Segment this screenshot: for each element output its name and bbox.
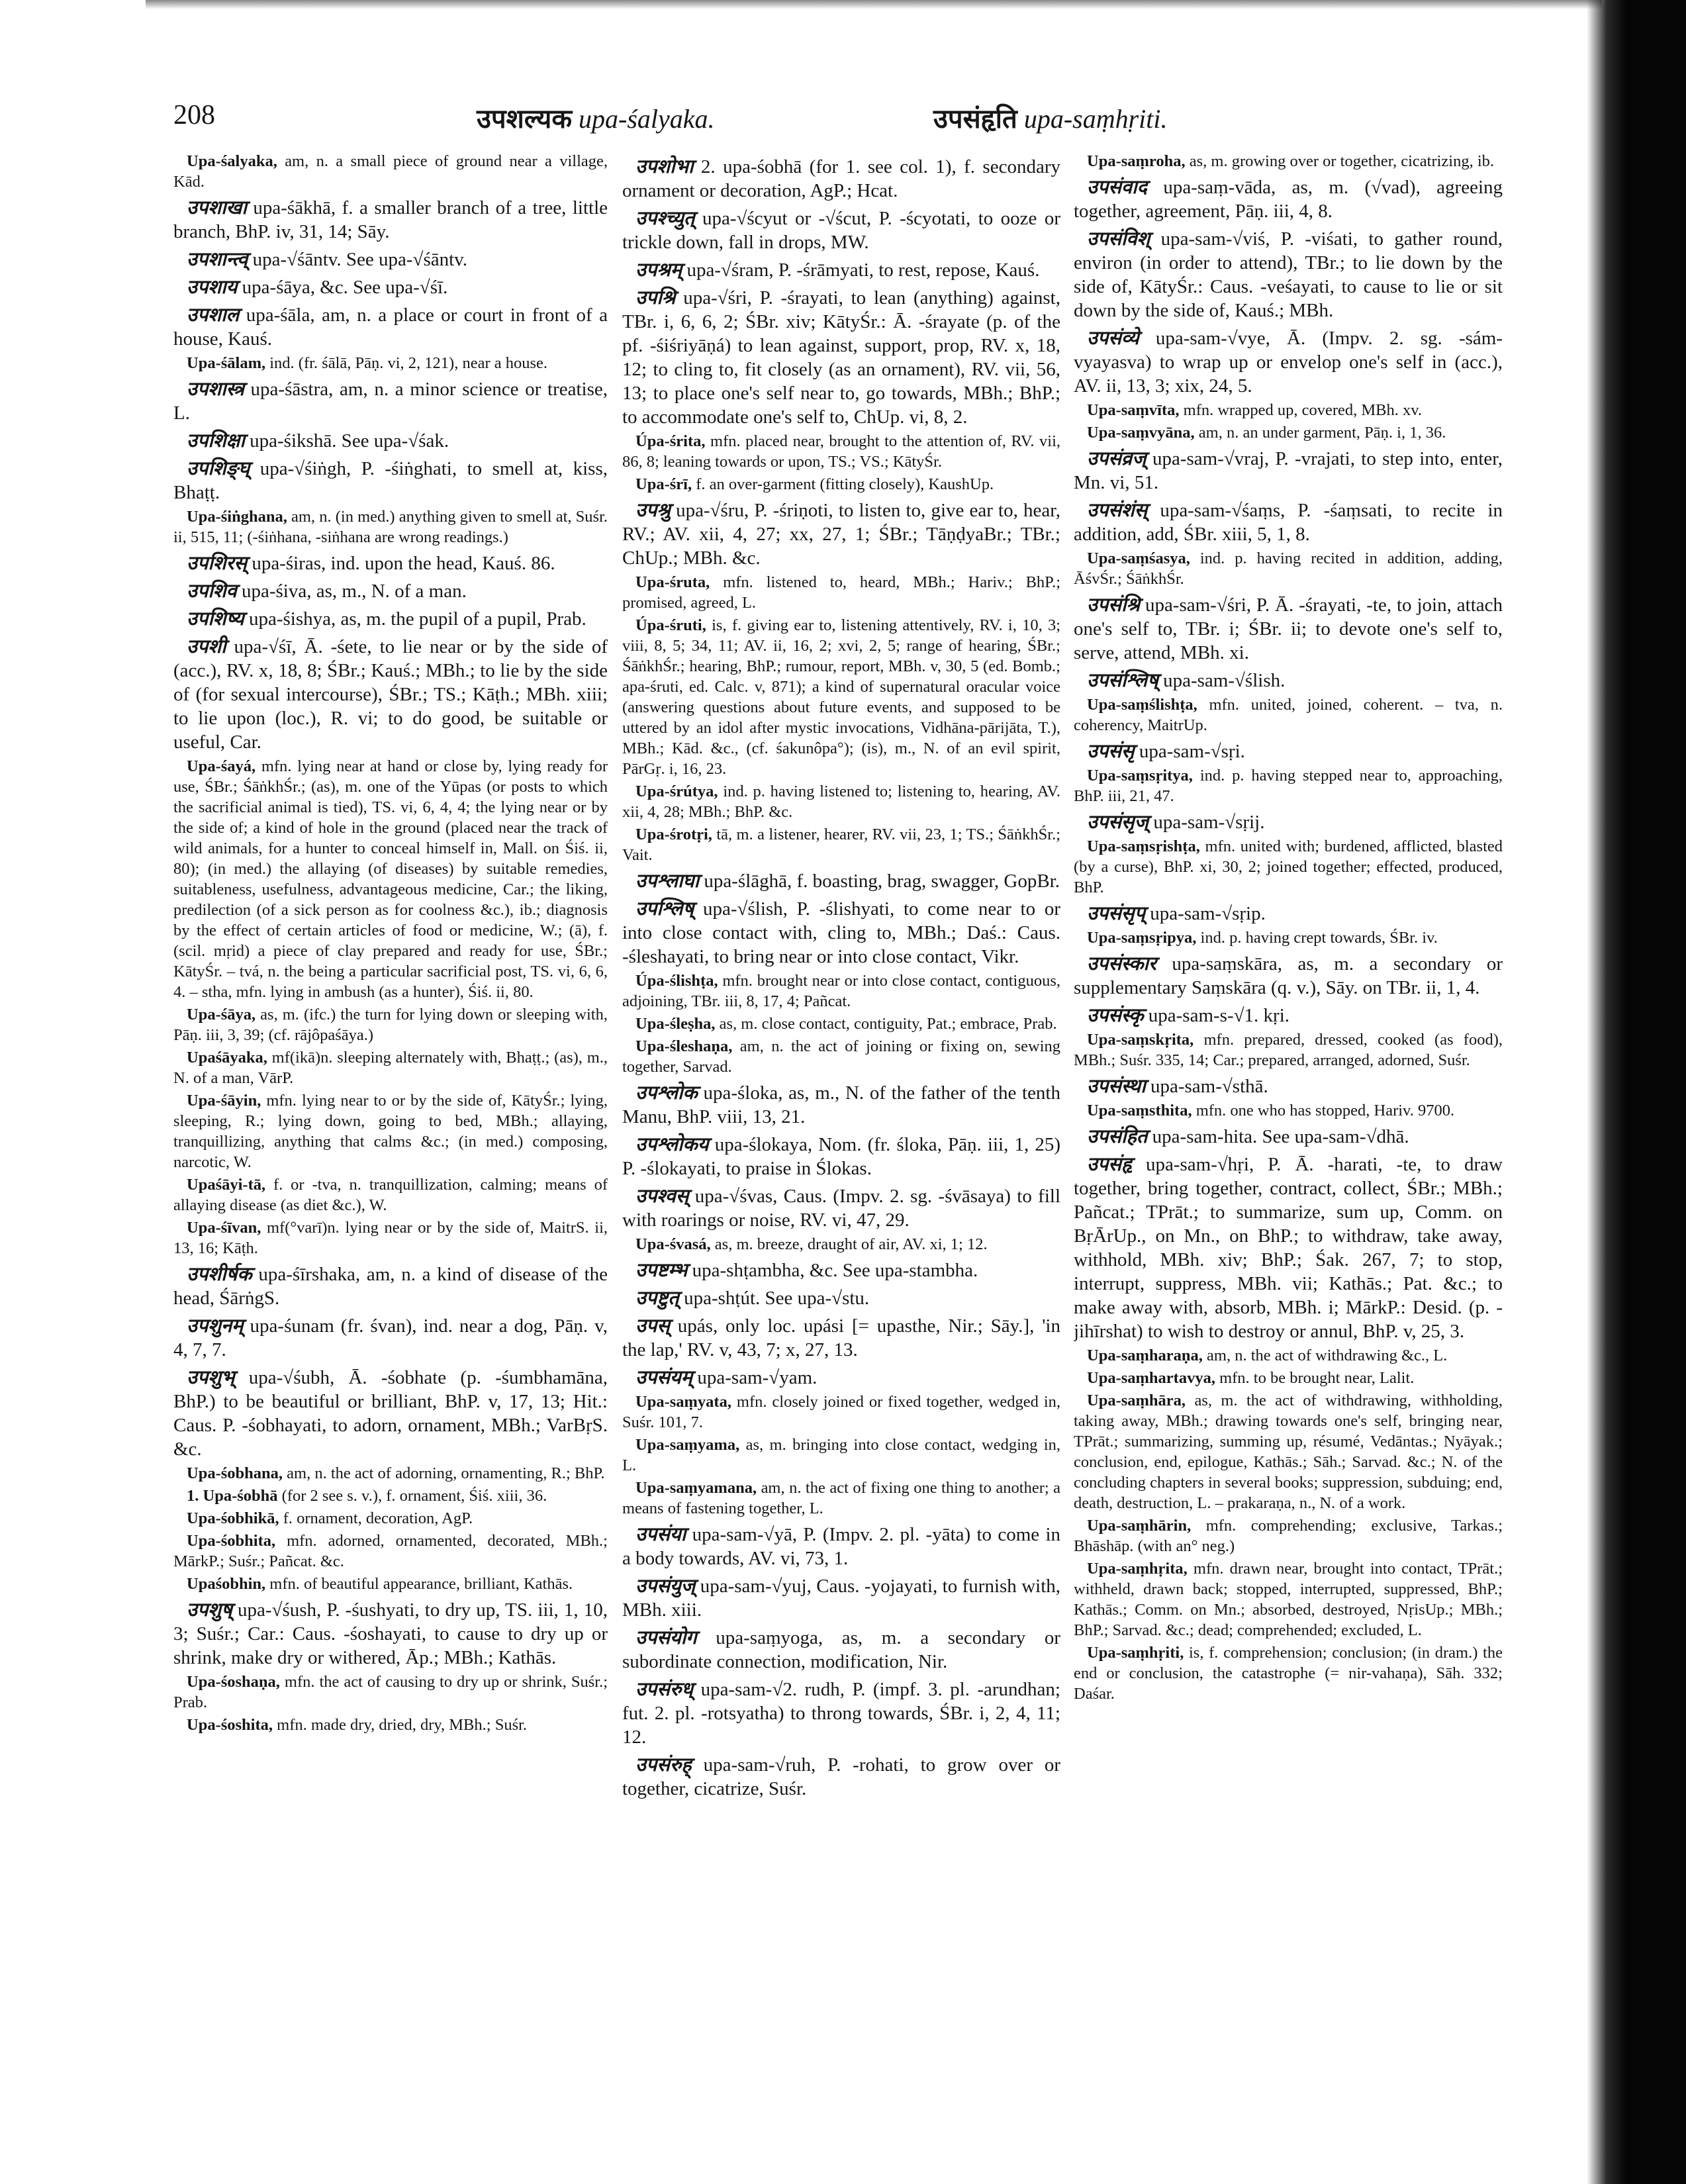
dictionary-entry bbox=[622, 1478, 1060, 1519]
dictionary-entry bbox=[173, 457, 608, 504]
entry-definition: upa-sam-s-√1. kṛi. bbox=[1148, 1005, 1290, 1026]
entry-headword: Upa-śobhita, bbox=[187, 1532, 276, 1550]
entry-definition: mfn. the act of causing to dry up or shrink, Suśr.; Prab. bbox=[173, 1673, 608, 1711]
entry-definition: ind. p. having crept towards, ŚBr. iv. bbox=[1200, 929, 1438, 947]
entry-headword: उपश्लोक bbox=[635, 1082, 698, 1104]
entry-headword: उपशाय bbox=[187, 277, 238, 298]
entry-headword: उपशीर्षक bbox=[187, 1264, 252, 1285]
dictionary-entry bbox=[1074, 739, 1503, 763]
entry-headword: Upaśobhin, bbox=[187, 1575, 266, 1593]
dictionary-entry bbox=[1074, 422, 1503, 443]
dictionary-entry bbox=[622, 1036, 1060, 1077]
dictionary-entry bbox=[173, 1314, 608, 1362]
dictionary-entry bbox=[173, 1217, 608, 1258]
dictionary-entry bbox=[622, 286, 1060, 429]
entry-headword: उपशान्त्व् bbox=[187, 249, 248, 270]
entry-definition: mfn. prepared, dressed, cooked (as food), MBh.; Suśr. 335, 14; Car.; prepared, arranged, adorned, Suśr. bbox=[1074, 1031, 1503, 1069]
entry-headword: उपशिष्य bbox=[187, 608, 244, 630]
entry-definition: upa-sam-√2. rudh, P. (impf. 3. pl. -arundhan; fut. 2. pl. -rotsyatha) to throng towards, ŚBr. i, 2, 4, 11; 12. bbox=[622, 1679, 1060, 1748]
entry-definition: upa-sam-√yuj, Caus. -yojayati, to furnish with, MBh. xiii. bbox=[622, 1576, 1060, 1621]
dictionary-column-3 bbox=[1074, 151, 1503, 2130]
entry-definition: 2. upa-śobhā (for 1. see col. 1), f. secondary ornament or decoration, AgP.; Hcat. bbox=[622, 156, 1060, 201]
entry-definition: mfn. made dry, dried, dry, MBh.; Suśr. bbox=[277, 1716, 528, 1734]
dictionary-entry bbox=[1074, 1558, 1503, 1640]
entry-definition: mfn. united with; burdened, afflicted, blasted (by a curse), BhP. xi, 30, 2; joined together; effected, produced, BhP. bbox=[1074, 837, 1503, 896]
entry-headword: Upa-saṃyamana, bbox=[635, 1479, 757, 1497]
running-head-right-roman: upa-saṃhṛiti. bbox=[1023, 104, 1168, 134]
entry-definition: upa-saṃyoga, as, m. a secondary or subordinate connection, modification, Nir. bbox=[622, 1627, 1060, 1672]
entry-definition: upa-śikshā. See upa-√śak. bbox=[250, 430, 449, 451]
dictionary-entry bbox=[622, 1258, 1060, 1282]
dictionary-entry bbox=[173, 196, 608, 244]
dictionary-entry bbox=[1074, 227, 1503, 322]
entry-headword: उपसंरुह् bbox=[635, 1754, 692, 1776]
dictionary-entry bbox=[1074, 326, 1503, 398]
dictionary-entry bbox=[622, 1081, 1060, 1129]
entry-headword: उपशुभ् bbox=[187, 1367, 235, 1388]
entry-headword: Upa-saṃsṛitya, bbox=[1087, 767, 1193, 784]
entry-headword: उपष्टुत् bbox=[635, 1288, 679, 1309]
entry-headword: उपसंरुध् bbox=[635, 1679, 694, 1700]
entry-definition: upa-śāya, &c. See upa-√śī. bbox=[242, 277, 448, 298]
entry-definition: upa-śiras, ind. upon the head, Kauś. 86. bbox=[252, 553, 555, 574]
dictionary-entry bbox=[173, 1672, 608, 1713]
dictionary-entry bbox=[173, 551, 608, 575]
entry-headword: उपशाखा bbox=[187, 197, 247, 218]
entry-definition: mfn. placed near, brought to the attention of, RV. vii, 86, 8; leaning towards or upon, TS.; VS.; KātyŚr. bbox=[622, 432, 1060, 471]
dictionary-entry bbox=[622, 1435, 1060, 1476]
dictionary-entry bbox=[622, 824, 1060, 865]
dictionary-entry bbox=[1074, 175, 1503, 223]
entry-headword: Upa-śleṣha, bbox=[635, 1015, 716, 1033]
dictionary-entry bbox=[173, 1262, 608, 1310]
entry-headword: उपस् bbox=[635, 1315, 670, 1337]
entry-headword: Upa-śīvan, bbox=[187, 1219, 261, 1237]
entry-headword: Upa-saṃśasya, bbox=[1087, 549, 1190, 567]
dictionary-entry bbox=[622, 1753, 1060, 1801]
dictionary-entry bbox=[622, 1014, 1060, 1034]
entry-definition: upa-śāstra, am, n. a minor science or treatise, L. bbox=[173, 379, 608, 424]
entry-headword: उपसंवाद bbox=[1087, 177, 1148, 198]
entry-definition: mfn. one who has stopped, Hariv. 9700. bbox=[1195, 1102, 1455, 1119]
entry-headword: उपसंहित bbox=[1087, 1126, 1148, 1147]
entry-headword: उपष्टम्भ bbox=[635, 1260, 688, 1281]
entry-definition: upa-shṭút. See upa-√stu. bbox=[684, 1288, 870, 1309]
entry-headword: उपशुनम् bbox=[187, 1315, 244, 1337]
entry-definition: upa-shṭambha, &c. See upa-stambha. bbox=[692, 1260, 978, 1281]
dictionary-entry bbox=[1074, 400, 1503, 420]
dictionary-entry bbox=[1074, 765, 1503, 806]
dictionary-entry bbox=[173, 579, 608, 603]
running-head-right-devanagari: उपसंहृति bbox=[933, 104, 1017, 134]
entry-definition: upa-saṃskāra, as, m. a secondary or supplementary Saṃskāra (q. v.), Sāy. on TBr. ii, 1, 4. bbox=[1074, 953, 1503, 998]
dictionary-entry bbox=[173, 429, 608, 453]
entry-headword: उपशिरस् bbox=[187, 553, 248, 574]
entry-definition: as, m. the act of withdrawing, withholding, taking away, MBh.; drawing towards one's self, bringing near, TPrāt.; summarizing, summing up, résumé, Vedāntas.; Nyāyak.; conclusion, end, epilogue, Kathās.; Sāh.; Sarvad. &c.; N. of the concluding chapters in several books; suppression, subduing; end, death, destruction, L. – prakaraṇa, n., N. of a work. bbox=[1074, 1392, 1503, 1512]
dictionary-entry bbox=[622, 615, 1060, 779]
dictionary-entry bbox=[173, 248, 608, 271]
entry-headword: उपश्च्युत् bbox=[635, 208, 695, 229]
entry-headword: उपशोभा bbox=[635, 156, 694, 177]
dictionary-entry bbox=[1074, 548, 1503, 589]
entry-definition: upa-sam-√śri, P. Ā. -śrayati, -te, to join, attach one's self to, TBr. i; ŚBr. ii; to devote one's self to, serve, attend, MBh. xi. bbox=[1074, 594, 1503, 663]
dictionary-entry bbox=[622, 781, 1060, 822]
dictionary-entry bbox=[173, 1574, 608, 1594]
dictionary-entry bbox=[1074, 694, 1503, 736]
entry-headword: Upa-saṃślishṭa, bbox=[1087, 696, 1197, 714]
entry-headword: Upa-saṃhṛita, bbox=[1087, 1560, 1188, 1578]
dictionary-entry bbox=[1074, 810, 1503, 834]
dictionary-entry bbox=[1074, 1004, 1503, 1027]
entry-headword: उपसंयम् bbox=[635, 1367, 693, 1388]
page-header bbox=[0, 93, 1589, 146]
dictionary-entry bbox=[1074, 1125, 1503, 1149]
dictionary-entry bbox=[1074, 499, 1503, 546]
entry-definition: upa-sam-hita. See upa-sam-√dhā. bbox=[1152, 1126, 1409, 1147]
dictionary-entry bbox=[1074, 593, 1503, 665]
dictionary-entry bbox=[173, 303, 608, 351]
entry-definition: mfn. united, joined, coherent. – tva, n. coherency, MaitrUp. bbox=[1074, 696, 1503, 734]
entry-definition: upa-śākhā, f. a smaller branch of a tree, little branch, BhP. iv, 31, 14; Sāy. bbox=[173, 197, 608, 242]
entry-headword: Upa-saṃyama, bbox=[635, 1436, 740, 1454]
dictionary-entry bbox=[1074, 927, 1503, 948]
entry-headword: Upaśāyaka, bbox=[187, 1049, 267, 1067]
entry-headword: उपसंसृ bbox=[1087, 741, 1135, 762]
entry-headword: उपसंविश् bbox=[1087, 228, 1150, 250]
entry-headword: Upa-śoshaṇa, bbox=[187, 1673, 280, 1691]
dictionary-entry bbox=[173, 635, 608, 754]
entry-headword: उपसंया bbox=[635, 1524, 686, 1545]
entry-definition: mfn. to be brought near, Lalit. bbox=[1219, 1369, 1415, 1387]
entry-definition: mfn. adorned, ornamented, decorated, MBh.; MārkP.; Suśr.; Pañcat. &c. bbox=[173, 1532, 608, 1570]
entry-headword: उपसंसृप् bbox=[1087, 903, 1146, 924]
entry-headword: Upa-saṃvīta, bbox=[1087, 401, 1180, 419]
entry-definition: am, n. the act of fixing one thing to another; a means of fastening together, L. bbox=[622, 1479, 1060, 1517]
entry-headword: Upa-śrútya, bbox=[635, 783, 718, 800]
dictionary-entry bbox=[173, 1090, 608, 1172]
entry-headword: उपशास्त्र bbox=[187, 379, 244, 400]
entry-definition: ind. p. having stepped near to, approaching, BhP. iii, 21, 47. bbox=[1074, 767, 1503, 805]
entry-headword: Upa-saṃroha, bbox=[1087, 152, 1186, 170]
entry-definition: upa-śāla, am, n. a place or court in front of a house, Kauś. bbox=[173, 305, 608, 350]
dictionary-column-2 bbox=[622, 151, 1060, 2130]
entry-headword: Upa-saṃhartavya, bbox=[1087, 1369, 1215, 1387]
entry-headword: उपश्लोकय bbox=[635, 1134, 709, 1155]
dictionary-entry bbox=[173, 607, 608, 631]
entry-definition: mfn. of beautiful appearance, brilliant, Kathās. bbox=[269, 1575, 573, 1593]
entry-definition: upa-sam-√sṛij. bbox=[1153, 812, 1265, 833]
entry-headword: Upa-saṃsṛishṭa, bbox=[1087, 837, 1200, 855]
entry-headword: Upa-saṃharaṇa, bbox=[1087, 1347, 1203, 1364]
entry-headword: उपश्रु bbox=[635, 500, 671, 521]
entry-definition: tā, m. a listener, hearer, RV. vii, 23, 1; TS.; ŚāṅkhŚr.; Vait. bbox=[622, 826, 1060, 864]
entry-definition: upa-śunam (fr. śvan), ind. near a dog, Pāṇ. v, 4, 7, 7. bbox=[173, 1315, 608, 1360]
entry-definition: upa-√śī, Ā. -śete, to lie near or by the side of (acc.), RV. x, 18, 8; ŚBr.; Kauś.; MBh.; to lie by the side of (for sexual intercourse), ŚBr.; TS.; Kāṭh.; MBh. xiii; to lie upon (loc.), R. vi; to do good, be suitable or useful, Car. bbox=[173, 636, 608, 753]
entry-headword: Upa-śalyaka, bbox=[187, 152, 277, 170]
dictionary-entry bbox=[622, 869, 1060, 893]
entry-headword: Upa-śāya, bbox=[187, 1006, 256, 1023]
dictionary-entry bbox=[622, 1392, 1060, 1433]
entry-definition: am, n. the act of withdrawing &c., L. bbox=[1207, 1347, 1448, 1364]
entry-definition: am, n. (in med.) anything given to smell at, Suśr. ii, 515, 11; (-śiṅhana, -siṅhana are wrong readings.) bbox=[173, 508, 608, 546]
entry-headword: उपशिव bbox=[187, 581, 237, 602]
entry-definition: as, m. close contact, contiguity, Pat.; embrace, Prab. bbox=[719, 1015, 1057, 1033]
entry-definition: upa-sam-√vraj, P. -vrajati, to step into, enter, Mn. vi, 51. bbox=[1074, 448, 1503, 493]
entry-headword: Upa-saṃsthita, bbox=[1087, 1102, 1192, 1119]
entry-headword: Upa-saṃskṛita, bbox=[1087, 1031, 1194, 1049]
entry-definition: am, n. the act of joining or fixing on, sewing together, Sarvad. bbox=[622, 1037, 1060, 1076]
dictionary-entry bbox=[1074, 1368, 1503, 1388]
entry-definition: mfn. closely joined or fixed together, wedged in, Suśr. 101, 7. bbox=[622, 1393, 1060, 1431]
entry-headword: Upa-saṃhṛiti, bbox=[1087, 1644, 1184, 1662]
dictionary-entry bbox=[173, 1715, 608, 1735]
entry-headword: उपसंहृ bbox=[1087, 1154, 1132, 1175]
entry-headword: Upa-saṃhāra, bbox=[1087, 1392, 1186, 1409]
entry-headword: Upa-śleshaṇa, bbox=[635, 1037, 733, 1055]
entry-definition: upa-sam-√vye, Ā. (Impv. 2. sg. -sám-vyayasva) to wrap up or envelop one's self in (acc.), AV. ii, 13, 3; xix, 24, 5. bbox=[1074, 328, 1503, 397]
entry-definition: upás, only loc. upási [= upasthe, Nir.; Sāy.], 'in the lap,' RV. v, 43, 7; x, 27, 13. bbox=[622, 1315, 1060, 1360]
dictionary-entry bbox=[173, 1531, 608, 1572]
entry-headword: उपसंव्रज् bbox=[1087, 448, 1147, 469]
entry-headword: Upa-śruta, bbox=[635, 573, 710, 591]
entry-definition: upa-sam-√yā, P. (Impv. 2. pl. -yāta) to come in a body towards, AV. vi, 73, 1. bbox=[622, 1524, 1060, 1569]
entry-headword: Upa-śobhana, bbox=[187, 1464, 283, 1482]
entry-definition: as, m. breeze, draught of air, AV. xi, 1; 12. bbox=[714, 1235, 988, 1253]
entry-headword: Upa-śrī, bbox=[635, 475, 692, 493]
entry-definition: mfn. brought near or into close contact, contiguous, adjoining, TBr. iii, 8, 17, 4; Pañcat. bbox=[622, 972, 1060, 1010]
entry-definition: ind. (fr. śālā, Pāṇ. vi, 2, 121), near a house. bbox=[269, 354, 548, 372]
dictionary-entry bbox=[622, 572, 1060, 613]
dictionary-entry bbox=[1074, 1153, 1503, 1343]
entry-definition: upa-ślāghā, f. boasting, brag, swagger, GopBr. bbox=[704, 871, 1060, 892]
entry-headword: उपश्रि bbox=[635, 287, 676, 309]
entry-definition: is, f. comprehension; conclusion; (in dram.) the end or conclusion, the catastrophe (= nir-vahaṇa), Sāh. 332; Daśar. bbox=[1074, 1644, 1503, 1703]
entry-definition: upa-√ścyut or -√ścut, P. -ścyotati, to ooze or trickle down, fall in drops, MW. bbox=[622, 208, 1060, 253]
entry-definition: upa-√śāntv. See upa-√śāntv. bbox=[252, 249, 468, 270]
entry-definition: mf(ikā)n. sleeping alternately with, Bhaṭṭ.; (as), m., N. of a man, VārP. bbox=[173, 1049, 608, 1087]
dictionary-entry bbox=[622, 499, 1060, 570]
entry-definition: upa-√śru, P. -śriṇoti, to listen to, give ear to, hear, RV.; AV. xii, 4, 27; xx, 27, 1; ŚBr.; TāṇḍyaBr.; TBr.; ChUp.; MBh. &c. bbox=[622, 500, 1060, 569]
dictionary-entry bbox=[173, 506, 608, 547]
page-number: 208 bbox=[173, 100, 215, 130]
dictionary-entry bbox=[1074, 447, 1503, 495]
running-head-left-roman: upa-śalyaka. bbox=[579, 104, 715, 134]
entry-headword: उपश्लाघा bbox=[635, 871, 700, 892]
dictionary-entry bbox=[1074, 1642, 1503, 1704]
running-head-right bbox=[933, 99, 1168, 136]
entry-definition: f. ornament, decoration, AgP. bbox=[283, 1509, 473, 1527]
dictionary-entry bbox=[173, 1047, 608, 1088]
dictionary-entry bbox=[1074, 1390, 1503, 1513]
entry-headword: Upa-saṃhārin, bbox=[1087, 1517, 1192, 1535]
entry-headword: उपश्वस् bbox=[635, 1186, 689, 1207]
entry-headword: उपशाल bbox=[187, 305, 240, 326]
entry-definition: upa-śloka, as, m., N. of the father of the tenth Manu, BhP. viii, 13, 21. bbox=[622, 1082, 1060, 1127]
dictionary-entry bbox=[1074, 1029, 1503, 1070]
dictionary-entry bbox=[622, 971, 1060, 1012]
entry-definition: upa-√śvas, Caus. (Impv. 2. sg. -śvāsaya) to fill with roarings or noise, RV. vi, 47, 29. bbox=[622, 1186, 1060, 1231]
entry-definition: ind. p. having recited in addition, adding, ĀśvŚr.; ŚāṅkhŚr. bbox=[1074, 549, 1503, 588]
entry-definition: upa-sam-√sṛi. bbox=[1139, 741, 1245, 762]
dictionary-entry bbox=[622, 474, 1060, 495]
dictionary-entry bbox=[622, 1678, 1060, 1749]
dictionary-entry bbox=[1074, 1074, 1503, 1098]
entry-headword: उपश्लिष् bbox=[635, 898, 694, 920]
entry-headword: Upa-śayá, bbox=[187, 757, 256, 775]
dictionary-entry bbox=[1074, 836, 1503, 898]
entry-definition: f. an over-garment (fitting closely), KaushUp. bbox=[696, 475, 994, 493]
entry-headword: Úpa-śruti, bbox=[635, 616, 706, 634]
dictionary-entry bbox=[622, 207, 1060, 254]
running-head-left bbox=[477, 99, 715, 136]
entry-definition: upa-sam-√yam. bbox=[697, 1367, 818, 1388]
entry-headword: 1. Upa-śobhā bbox=[187, 1487, 278, 1505]
entry-definition: upa-sam-√ślish. bbox=[1163, 670, 1286, 691]
dictionary-entry bbox=[1074, 952, 1503, 1000]
entry-definition: am, n. the act of adorning, ornamenting, R.; BhP. bbox=[287, 1464, 605, 1482]
dictionary-entry bbox=[622, 155, 1060, 203]
dictionary-entry bbox=[173, 353, 608, 373]
entry-definition: as, m. bringing into close contact, wedging in, L. bbox=[622, 1436, 1060, 1474]
entry-definition: (for 2 see s. v.), f. ornament, Śiś. xiii, 36. bbox=[281, 1487, 547, 1505]
dictionary-entry bbox=[622, 1133, 1060, 1180]
entry-headword: उपसंशंस् bbox=[1087, 500, 1148, 521]
entry-definition: upa-√ślish, P. -ślishyati, to come near to or into close contact with, cling to, MBh.; Daś.: Caus. -śleshayati, to bring near or into close contact, Vikr. bbox=[622, 898, 1060, 967]
entry-headword: उपसंश्लिष् bbox=[1087, 670, 1158, 691]
dictionary-entry bbox=[622, 258, 1060, 282]
entry-definition: mfn. lying near at hand or close by, lying ready for use, ŚBr.; ŚāṅkhŚr.; (as), m. one of the Yūpas (or posts to which the sacrificial animal is tied), TS. vi, 6, 4, 4; the lying near or by the side of; a kind of hole in the ground (placed near the track of wild animals, for a hunter to conceal himself in, Mall. on Śiś. ii, 80); (in med.) the allaying (of diseases) by suitable remedies, suitableness, usefulness, advantageous medicine, Car.; the liking, predilection (of a sick person as for coolness &c.), ib.; diagnosis by the effect of certain articles of food or medicine, W.; (ā), f. (scil. mṛid) a piece of clay prepared and ready for use, ŚBr.; KātyŚr. – tvá, n. the being a particular sacrificial post, TS. vi, 6, 6, 4. – stha, mfn. lying in ambush (as a hunter), Śiś. ii, 80. bbox=[173, 757, 608, 1001]
entry-definition: upa-sam-√sṛip. bbox=[1150, 903, 1266, 924]
entry-headword: Upa-saṃsṛipya, bbox=[1087, 929, 1197, 947]
dictionary-entry bbox=[1074, 669, 1503, 692]
dictionary-entry bbox=[622, 1286, 1060, 1310]
entry-definition: mfn. lying near to or by the side of, KātyŚr.; lying, sleeping, R.; lying down, going to bed, MBh.; allaying, tranquillizing, anything that calms &c.; (in med.) composing, narcotic, W. bbox=[173, 1092, 608, 1171]
dictionary-entry bbox=[622, 1234, 1060, 1255]
dictionary-entry bbox=[173, 377, 608, 425]
entry-headword: उपसंश्रि bbox=[1087, 594, 1141, 616]
entry-definition: upa-√śiṅgh, P. -śiṅghati, to smell at, kiss, Bhaṭṭ. bbox=[173, 458, 608, 503]
dictionary-entry bbox=[173, 1598, 608, 1670]
entry-headword: Úpa-ślishṭa, bbox=[635, 972, 718, 990]
dictionary-entry bbox=[173, 1004, 608, 1045]
entry-definition: upa-sam-√viś, P. -viśati, to gather round, environ (in order to attend), TBr.; to lie down by the side of, KātyŚr.: Caus. -veśayati, to cause to lie or sit down by the side of, Kauś.; MBh. bbox=[1074, 228, 1503, 321]
entry-headword: Upa-śobhikā, bbox=[187, 1509, 279, 1527]
entry-definition: upa-√śram, P. -śrāmyati, to rest, repose, Kauś. bbox=[686, 260, 1040, 281]
dictionary-entry bbox=[622, 1184, 1060, 1232]
entry-definition: upa-sam-√śaṃs, P. -śaṃsati, to recite in addition, add, ŚBr. xiii, 5, 1, 8. bbox=[1074, 500, 1503, 545]
entry-headword: उपसंस्कृ bbox=[1087, 1005, 1144, 1026]
dictionary-entry bbox=[1074, 1100, 1503, 1121]
dictionary-entry bbox=[1074, 1515, 1503, 1556]
entry-headword: उपसंयुज् bbox=[635, 1576, 696, 1597]
dictionary-column-1 bbox=[173, 151, 608, 2130]
entry-definition: as, m. growing over or together, cicatrizing, ib. bbox=[1189, 152, 1495, 170]
dictionary-entry bbox=[1074, 1345, 1503, 1366]
entry-headword: उपशिक्षा bbox=[187, 430, 245, 451]
dictionary-entry bbox=[173, 1508, 608, 1529]
entry-definition: mfn. comprehending; exclusive, Tarkas.; Bhāshāp. (with an° neg.) bbox=[1074, 1517, 1503, 1555]
dictionary-entry bbox=[622, 1314, 1060, 1362]
entry-headword: Úpa-śrita, bbox=[635, 432, 706, 450]
dictionary-entry bbox=[622, 1626, 1060, 1674]
entry-headword: उपसंयोग bbox=[635, 1627, 697, 1648]
entry-definition: mfn. drawn near, brought into contact, TPrāt.; withheld, drawn back; stopped, interrupted, suppressed, BhP.; Kathās.; Comm. on Mn.; absorbed, destroyed, NṛisUp.; MBh.; BhP.; Sarvad. &c.; dead; comprehended; excluded, L. bbox=[1074, 1560, 1503, 1639]
entry-definition: ind. p. having listened to; listening to, hearing, AV. xii, 4, 28; MBh.; BhP. &c. bbox=[622, 783, 1060, 821]
entry-headword: उपशिङ्घ् bbox=[187, 458, 250, 479]
entry-headword: उपश्रम् bbox=[635, 260, 682, 281]
entry-headword: Upa-śrotṛi, bbox=[635, 826, 712, 843]
dictionary-entry bbox=[622, 1574, 1060, 1622]
dictionary-entry bbox=[173, 1463, 608, 1484]
entry-definition: upa-sam-√ruh, P. -rohati, to grow over or together, cicatrize, Suśr. bbox=[622, 1754, 1060, 1799]
entry-headword: Upa-śoshita, bbox=[187, 1716, 273, 1734]
entry-definition: as, m. (ifc.) the turn for lying down or sleeping with, Pāṇ. iii, 3, 39; (cf. rājôpaśāya.) bbox=[173, 1006, 608, 1044]
entry-definition: am, n. an under garment, Pāṇ. i, 1, 36. bbox=[1198, 424, 1446, 442]
entry-definition: mf(°varī)n. lying near or by the side of, MaitrS. ii, 13, 16; Kāṭh. bbox=[173, 1219, 608, 1257]
entry-headword: Upa-saṃyata, bbox=[635, 1393, 731, 1411]
running-head-left-devanagari: उपशल्यक bbox=[477, 104, 573, 134]
entry-definition: am, n. a small piece of ground near a village, Kād. bbox=[173, 152, 608, 191]
entry-definition: upa-√śush, P. -śushyati, to dry up, TS. iii, 1, 10, 3; Suśr.; Car.: Caus. -śoshayati, to cause to dry up or shrink, make dry or withered, Āp.; MBh.; Kathās. bbox=[173, 1599, 608, 1668]
entry-definition: upa-sam-√sthā. bbox=[1150, 1076, 1268, 1097]
entry-headword: Upa-saṃvyāna, bbox=[1087, 424, 1195, 442]
entry-definition: is, f. giving ear to, listening attentively, RV. i, 10, 3; viii, 8, 5; 34, 11; AV. ii, 16, 2; xvi, 2, 5; range of hearing, ŚBr.; ŚāṅkhŚr.; hearing, BhP.; rumour, report, MBh. v, 30, 5 (ed. Bomb.; apa-śruti, ed. Calc. v, 871); a kind of supernatural oracular voice (answering questions about future events, and supposed to be uttered by an idol after mystic invocations, Vidhāna-pārijāta, T.), MBh.; Kād. &c., (cf. śakunôpa°); (is), m., N. of an evil spirit, PārGṛ. i, 16, 23. bbox=[622, 616, 1060, 778]
entry-headword: उपशी bbox=[187, 636, 226, 657]
entry-definition: upa-saṃ-vāda, as, m. (√vad), agreeing together, agreement, Pāṇ. iii, 4, 8. bbox=[1074, 177, 1503, 222]
entry-definition: mfn. wrapped up, covered, MBh. xv. bbox=[1183, 401, 1423, 419]
entry-definition: upa-śishya, as, m. the pupil of a pupil, Prab. bbox=[248, 608, 586, 630]
dictionary-entry bbox=[173, 1366, 608, 1461]
entry-definition: upa-√śubh, Ā. -śobhate (p. -śumbhamāna, BhP.) to be beautiful or brilliant, BhP. v, 17, 13; Hit.: Caus. P. -śobhayati, to adorn, ornament, MBh.; VarBṛS. &c. bbox=[173, 1367, 608, 1460]
entry-headword: उपसंस्था bbox=[1087, 1076, 1146, 1097]
entry-headword: Upa-śiṅghana, bbox=[187, 508, 287, 526]
entry-headword: उपसंव्ये bbox=[1087, 328, 1139, 349]
entry-headword: Upaśāyi-tā, bbox=[187, 1176, 266, 1194]
entry-headword: Upa-śālam, bbox=[187, 354, 266, 372]
scan-edge-shadow bbox=[1587, 0, 1686, 2184]
dictionary-entry bbox=[622, 431, 1060, 472]
dictionary-entry bbox=[173, 756, 608, 1002]
dictionary-entry bbox=[173, 1174, 608, 1215]
entry-headword: Upa-śvasá, bbox=[635, 1235, 711, 1253]
entry-headword: उपसंसृज् bbox=[1087, 812, 1149, 833]
dictionary-entry bbox=[622, 1366, 1060, 1390]
entry-headword: उपसंस्कार bbox=[1087, 953, 1156, 974]
entry-headword: Upa-śāyin, bbox=[187, 1092, 261, 1110]
dictionary-entry bbox=[173, 1486, 608, 1506]
dictionary-entry bbox=[173, 275, 608, 299]
entry-definition: f. or -tva, n. tranquillization, calming; means of allaying disease (as diet &c.), W. bbox=[173, 1176, 608, 1214]
entry-headword: उपशुष् bbox=[187, 1599, 232, 1621]
entry-definition: upa-ślokaya, Nom. (fr. śloka, Pāṇ. iii, 1, 25) P. -ślokayati, to praise in Ślokas. bbox=[622, 1134, 1060, 1179]
scan-top-shadow bbox=[146, 0, 1602, 9]
entry-definition: mfn. listened to, heard, MBh.; Hariv.; BhP.; promised, agreed, L. bbox=[622, 573, 1060, 612]
dictionary-entry bbox=[1074, 902, 1503, 926]
entry-definition: upa-śiva, as, m., N. of a man. bbox=[241, 581, 467, 602]
dictionary-entry bbox=[622, 897, 1060, 969]
entry-definition: upa-śīrshaka, am, n. a kind of disease of the head, ŚārṅgS. bbox=[173, 1264, 608, 1309]
entry-definition: upa-√śri, P. -śrayati, to lean (anything) against, TBr. i, 6, 6, 2; ŚBr. xiv; KātyŚr.: Ā. -śrayate (p. of the pf. -śiśriyāṇá) to lean against, support, prop, RV. x, 18, 12; to cling to, fit closely (as an ornament), RV. vii, 56, 13; to place one's self near to, go towards, MBh.; BhP.; to accommodate one's self to, ChUp. vi, 8, 2. bbox=[622, 287, 1060, 428]
dictionary-entry bbox=[622, 1523, 1060, 1570]
entry-definition: upa-sam-√hṛi, P. Ā. -harati, -te, to draw together, bring together, contract, collect, ŚBr.; MBh.; Pañcat.; TPrāt.; to summarize, sum up, Comm. on BṛĀrUp., on Mn., on BhP.; to withdraw, take away, withhold, MBh. xiv; BhP.; Śak. 267, 7; to stop, interrupt, suppress, MBh. vii; Kathās.; Pat. &c.; to make away with, absorb, MBh. i; MārkP.: Desid. (p. -jihīrshat) to wish to destroy or annul, BhP. v, 25, 3. bbox=[1074, 1154, 1503, 1342]
dictionary-entry bbox=[173, 151, 608, 192]
dictionary-entry bbox=[1074, 151, 1503, 171]
